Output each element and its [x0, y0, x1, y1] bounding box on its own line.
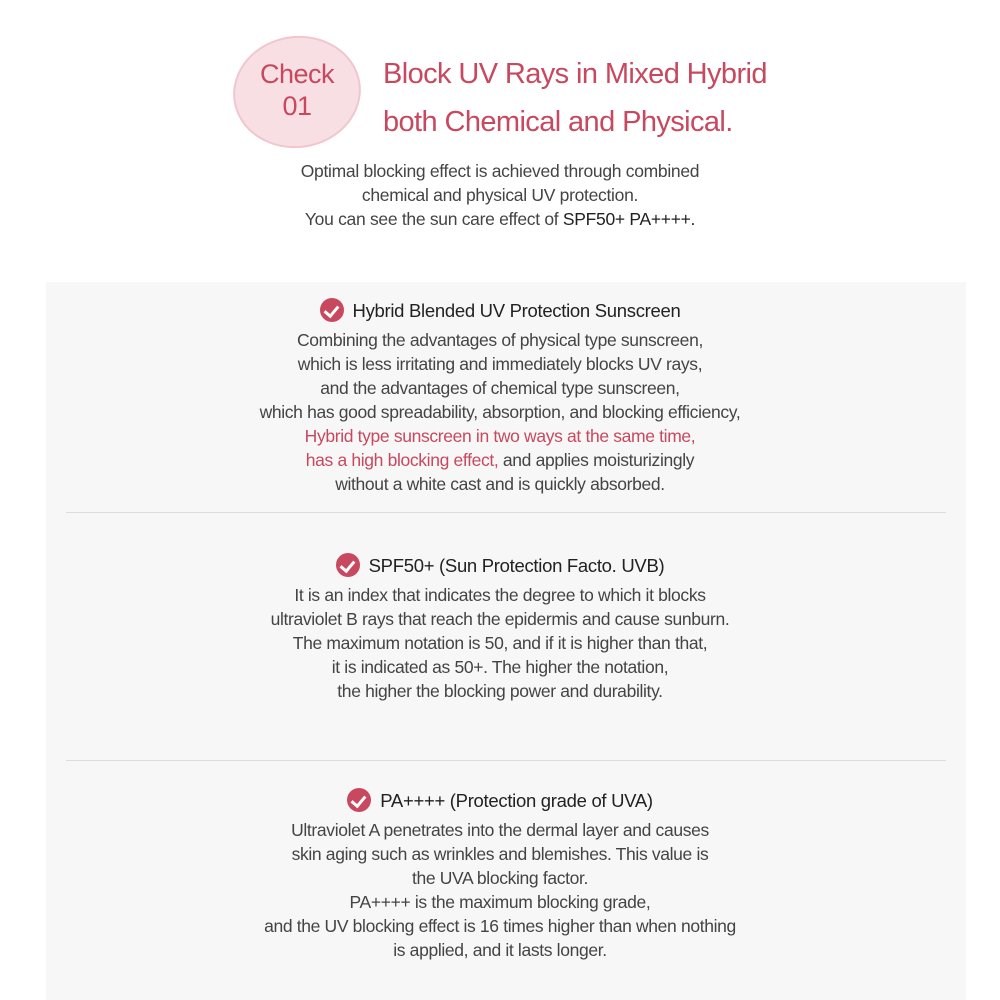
body-accent-span: has a high blocking effect,	[305, 450, 499, 470]
body-line: which is less irritating and immediately blocks UV rays,	[297, 354, 703, 374]
intro-line-3-prefix: You can see the sun care effect of	[304, 209, 563, 229]
body-line: PA++++ is the maximum blocking grade,	[349, 892, 651, 912]
body-line: It is an index that indicates the degree to which it blocks	[294, 585, 706, 605]
section-title	[0, 788, 1000, 814]
section-divider	[66, 512, 946, 513]
body-mixed-line	[0, 448, 1000, 472]
page-title	[383, 50, 767, 146]
body-line: Combining the advantages of physical type sunscreen,	[297, 330, 703, 350]
section-title-text: PA++++ (Protection grade of UVA)	[380, 790, 653, 811]
section-body	[0, 818, 1000, 962]
headline-line-1: Block UV Rays in Mixed Hybrid	[383, 58, 767, 90]
body-accent-line: Hybrid type sunscreen in two ways at the same time,	[304, 426, 696, 446]
body-line: which has good spreadability, absorption, and blocking efficiency,	[259, 402, 741, 422]
intro-text	[0, 159, 1000, 231]
body-line: it is indicated as 50+. The higher the notation,	[331, 657, 669, 677]
body-line: and the UV blocking effect is 16 times higher than when nothing	[264, 916, 736, 936]
body-line: is applied, and it lasts longer.	[393, 940, 607, 960]
intro-line-2: chemical and physical UV protection.	[361, 185, 639, 205]
headline-line-2: both Chemical and Physical.	[383, 106, 733, 138]
body-line: skin aging such as wrinkles and blemishes. This value is	[291, 844, 709, 864]
intro-line-1: Optimal blocking effect is achieved through combined	[300, 161, 700, 181]
check-badge-label	[233, 58, 361, 122]
check-circle-icon	[347, 788, 371, 812]
section-spf	[0, 553, 1000, 703]
body-line: without a white cast and is quickly absorbed.	[335, 474, 665, 494]
section-divider	[66, 760, 946, 761]
intro-line-3	[0, 207, 1000, 231]
section-title	[0, 553, 1000, 579]
body-rest-span: and applies moisturizingly	[498, 450, 695, 470]
body-line: Ultraviolet A penetrates into the dermal layer and causes	[291, 820, 709, 840]
body-line: and the advantages of chemical type sunscreen,	[320, 378, 680, 398]
body-line: ultraviolet B rays that reach the epidermis and cause sunburn.	[270, 609, 730, 629]
page-header	[0, 0, 1000, 280]
body-line: the higher the blocking power and durability.	[337, 681, 663, 701]
section-title-text: Hybrid Blended UV Protection Sunscreen	[352, 300, 681, 321]
badge-line-2: 01	[282, 91, 312, 121]
section-pa	[0, 788, 1000, 962]
section-hybrid	[0, 298, 1000, 496]
intro-spf-highlight: SPF50+ PA++++.	[562, 209, 696, 229]
check-circle-icon	[336, 553, 360, 577]
section-title	[0, 298, 1000, 324]
badge-line-1: Check	[259, 59, 335, 89]
body-line: The maximum notation is 50, and if it is higher than that,	[292, 633, 708, 653]
section-title-text: SPF50+ (Sun Protection Facto. UVB)	[368, 555, 665, 576]
section-body	[0, 328, 1000, 496]
check-circle-icon	[320, 298, 344, 322]
section-body	[0, 583, 1000, 703]
body-line: the UVA blocking factor.	[411, 868, 589, 888]
